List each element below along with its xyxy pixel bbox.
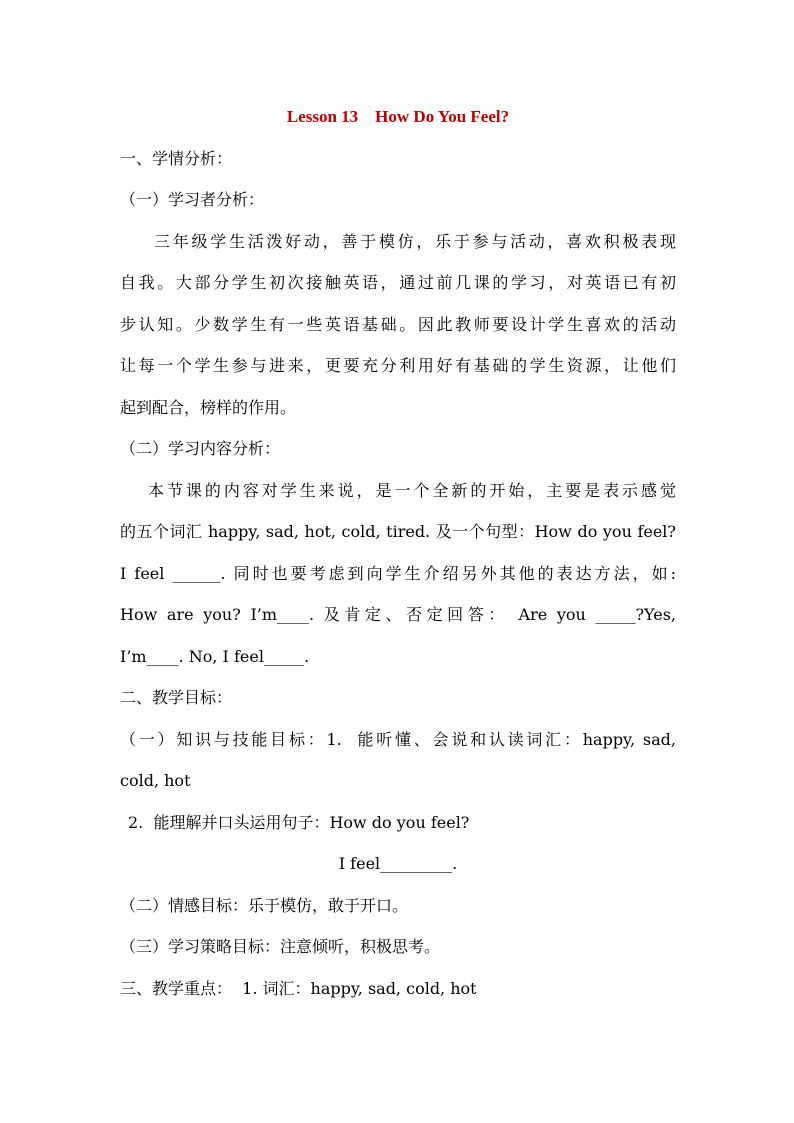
objective-line: I feel_________. [338, 854, 458, 873]
objective-line: 2. 能理解并口头运用句子：How do you feel? [128, 812, 470, 832]
section-heading-1: 一、学情分析： [120, 148, 233, 168]
paragraph-line: 步认知。少数学生有一些英语基础。因此教师要设计学生喜欢的活动 [120, 314, 676, 334]
lesson-title: Lesson 13 How Do You Feel? [286, 107, 510, 126]
subsection-heading-content-analysis: （二）学习内容分析： [120, 439, 281, 458]
objective-line: （一）知识与技能目标：1. 能听懂、会说和认读词汇：happy, sad, [120, 729, 676, 749]
paragraph-line: I feel ______. 同时也要考虑到向学生介绍另外其他的表达方法，如: [120, 563, 676, 583]
paragraph-line: I’m____. No, I feel_____. [120, 646, 310, 666]
paragraph-line: 起到配合，榜样的作用。 [120, 397, 297, 417]
objective-line: （三）学习策略目标：注意倾听，积极思考。 [120, 937, 441, 956]
paragraph-line: 的五个词汇 happy, sad, hot, cold, tired. 及一个句型：How do you feel? [120, 522, 676, 541]
section-heading-3: 三、教学重点： 1. 词汇：happy, sad, cold, hot [120, 978, 477, 998]
objective-line: （二）情感目标：乐于模仿，敢于开口。 [120, 895, 409, 915]
objective-line: cold, hot [120, 771, 191, 790]
paragraph-line: 自我。大部分学生初次接触英语，通过前几课的学习，对英语已有初 [120, 273, 676, 292]
document-page [120, 96, 676, 1009]
section-heading-2: 二、教学目标： [120, 688, 233, 707]
paragraph-line: 让每一个学生参与进来，更要充分利用好有基础的学生资源，让他们 [120, 356, 676, 375]
subsection-heading-learner-analysis: （一）学习者分析： [120, 190, 265, 209]
paragraph-line: 本节课的内容对学生来说，是一个全新的开始，主要是表示感觉 [148, 480, 676, 500]
paragraph-line: 三年级学生活泼好动，善于模仿，乐于参与活动，喜欢积极表现 [154, 231, 676, 251]
paragraph-line: How are you? I’m____. 及肯定、否定回答： Are you _____?Yes, [120, 605, 676, 624]
